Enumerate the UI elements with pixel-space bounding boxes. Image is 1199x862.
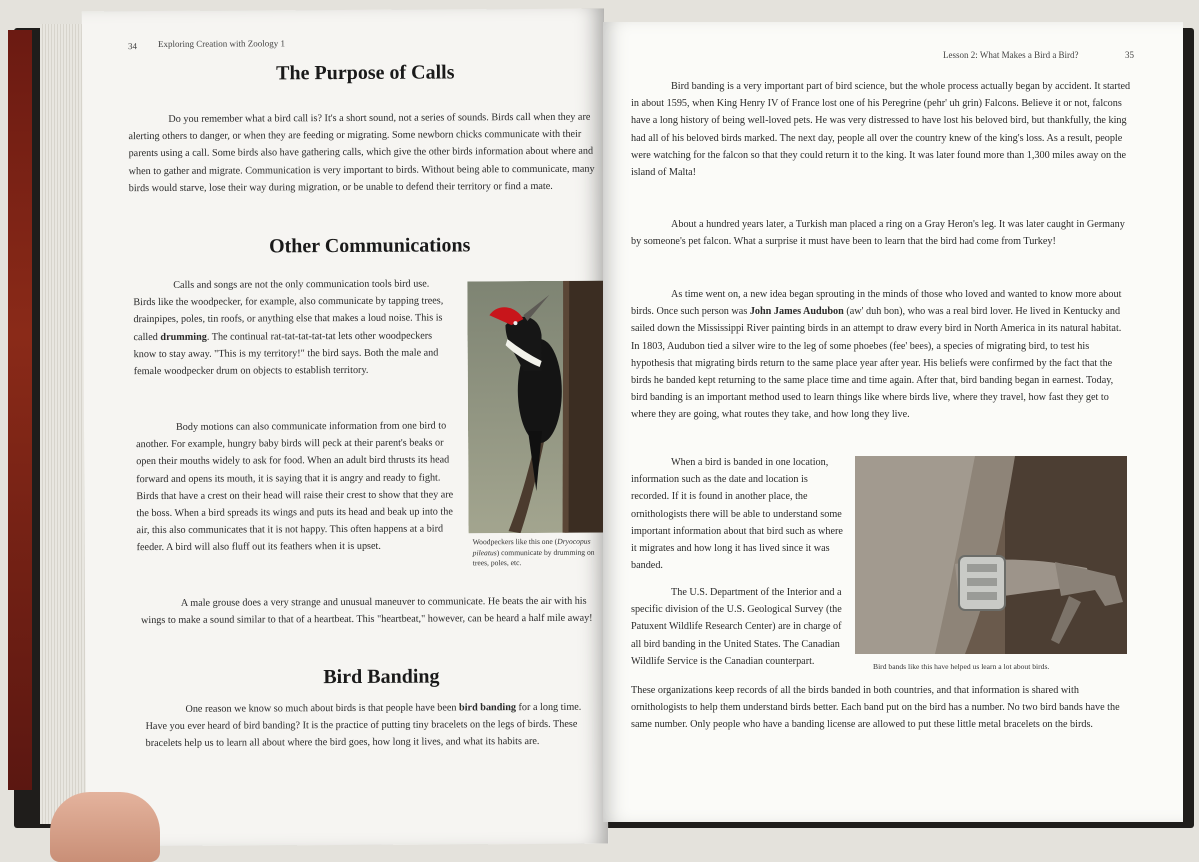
paragraph-calls: Do you remember what a bird call is? It's a short sound, not a series of sounds. Birds call when they are alerting others to danger, or when they are feeding or migrating. Some newborn chicks communicate with their parents using a call. Some birds also have gathering calls, which give the other birds information about where and when to gather and migrate. Communication is very important to birds. Without being able to communicate, many birds would starve, lose their way during migration, or be unable to defend their territory or find a mate.: [128, 111, 595, 194]
bird-band-illustration: [855, 456, 1127, 654]
paragraph-interior-department: The U.S. Department of the Interior and a specific division of the U.S. Geological Survey (the Patuxent Wildlife Research Center) are in charge of all bird banding in the United States. The Canadian Wildlife Service is the Canadian counterpart.: [631, 587, 842, 667]
paragraph-banded-location: When a bird is banded in one location, information such as the date and location is recorded. If it is found in another place, the ornithologists there will be able to understand some important information about that bird such as where it migrates and how long it has lived since it was banded.: [631, 457, 843, 572]
paragraph-body-motions: Body motions can also communicate information from one bird to another. For example, hungry baby birds will peck at their parent's beaks or open their mouths widely to ask for food. When an adult bird thrusts its head forward and opens its mouth, it is saying that it is angry and ready to fight. Birds that have a crest on their head will raise their crest to show that they are the boss. When a bird spreads its wings and puts its head and beak up into the air, this also communicates that it is not happy. This often happens at a bird feeder. A bird will also fluff out its feathers when it is upset.: [136, 420, 454, 554]
woodpecker-photo: [467, 281, 604, 534]
paragraph-drumming: Calls and songs are not the only communication tools bird use. Birds like the woodpecker, for example, also communicate by tapping trees, drainpipes, poles, tin roofs, or anything else that makes a loud noise. This is called drumming. The continual rat-tat-tat-tat-tat lets other woodpeckers know to stay away. "This is my territory!" the bird says. Both the male and female woodpecker drum on objects to establish territory.: [133, 278, 444, 378]
term-drumming: drumming: [160, 331, 207, 343]
right-running-head: Lesson 2: What Makes a Bird a Bird?: [943, 50, 1079, 60]
cover-spine-edge: [8, 30, 32, 790]
paragraph-banding-intro: One reason we know so much about birds is that people have been bird banding for a long time. Have you ever heard of bird banding? It is the practice of putting tiny bracelets on the legs of birds. These bracelets help us to learn all about where the bird goes, how long it lives, and what its habits are.: [145, 701, 582, 750]
hand-thumb: [50, 792, 160, 862]
paragraph-audubon: As time went on, a new idea began sprouting in the minds of those who loved and wanted to know more about birds. Once such person was John James Audubon (aw' duh bon), who was a real bird lover. He lived in Kentucky and sailed down the Mississippi River painting birds in an attempt to draw every bird in North America in its natural habitat. In 1803, Audubon tied a silver wire to the leg of some phoebes (fee' bees), a species of migrating bird, to test his hypothesis that migrating birds return to the same place year after year. His beliefs were confirmed by the fact that the birds he banded kept returning to the same place time and time again. After that, bird banding began in earnest. Today, bird banding is an important method used to learn things like where birds live, where they travel, how fast they get to where they are going, what routes they take, and how long they live.: [631, 289, 1122, 421]
paragraph-records: These organizations keep records of all the birds banded in both countries, and that information is shared with ornithologists to help them understand birds better. Each band put on the bird has a number. No two bird bands have the same number. Only people who have a banding license are allowed to put these little metal bracelets on the birds.: [631, 685, 1120, 731]
heading-bird-banding: Bird Banding: [323, 665, 440, 689]
woodpecker-illustration: [467, 281, 604, 534]
paragraph-banding-history: Bird banding is a very important part of bird science, but the whole process actually began by accident. It started in about 1595, when King Henry IV of France lost one of his Peregrine (pehr' uh grin) Falcons. Believe it or not, falcons have a long history of being well-loved pets. He was very distressed to have lost his beloved bird, but thankfully, the king had all of his beloved birds marked. The next day, people all over the country knew of the king's loss. As a result, people were watching for the falcon so that they could return it to the king. It was later found more than 1,300 miles away on the island of Malta!: [631, 81, 1131, 179]
bird-band-photo: [855, 456, 1127, 654]
term-john-james-audubon: John James Audubon: [749, 306, 844, 318]
left-page: [82, 9, 608, 847]
left-page-number: 34: [127, 41, 138, 52]
paragraph-grouse: A male grouse does a very strange and unusual maneuver to communicate. He beats the air with his wings to make a sound similar to that of a heartbeat. This "heartbeat," however, can be heard a half mile away!: [140, 595, 593, 627]
heading-other-communications: Other Communications: [268, 234, 471, 258]
term-bird-banding: bird banding: [459, 702, 516, 714]
heading-purpose-of-calls: The Purpose of Calls: [276, 61, 455, 85]
left-running-head: Exploring Creation with Zoology 1: [157, 38, 285, 49]
right-page: [603, 22, 1183, 822]
bird-band-caption: Bird bands like this have helped us learn a lot about birds.: [873, 662, 1050, 671]
page-stack-edge: [40, 24, 88, 824]
paragraph-gray-heron: About a hundred years later, a Turkish man placed a ring on a Gray Heron's leg. It was later caught in Germany by someone's pet falcon. What a surprise it must have been to learn that the bird had come from Turkey!: [631, 219, 1125, 248]
right-page-number: 35: [1125, 50, 1134, 60]
woodpecker-caption: Woodpeckers like this one (Dryocopus pileatus) communicate by drumming on trees, poles, etc.: [472, 536, 595, 568]
